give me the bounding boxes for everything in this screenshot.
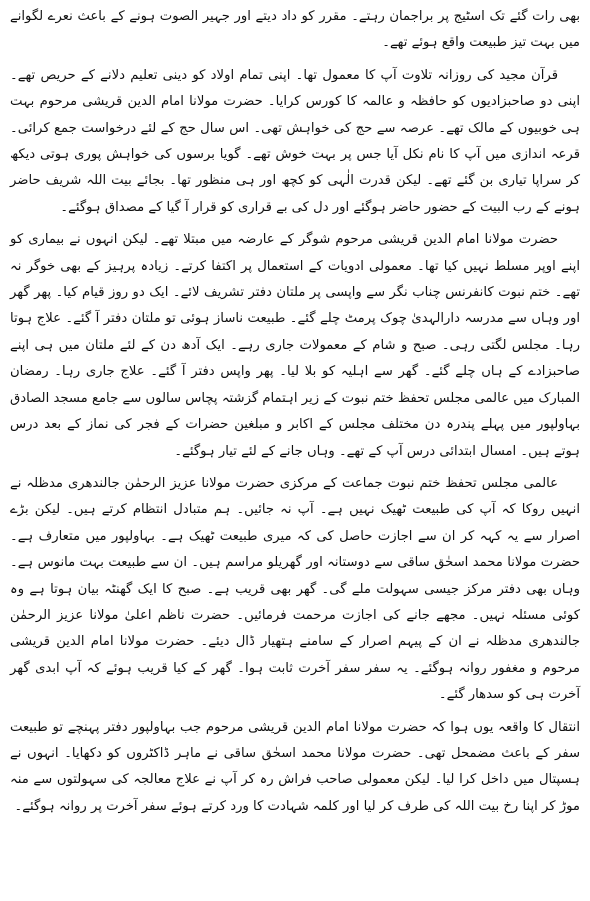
paragraph: حضرت مولانا امام الدین قریشی مرحوم شوگر کے عارضہ میں مبتلا تھے۔ لیکن انہوں نے بیماری کو اپنے اوپر مسلط نہیں کیا تھا۔ معمولی ادویات کے استعمال پر اکتفا کرتے۔ زیادہ پرہیز کے بھی خوگر نہ تھے۔ ختم نبوت کانفرنس چناب نگر سے واپسی پر ملتان دفتر تشریف لائے۔ ایک دو روز قیام کیا۔ پھر گھر اور وہاں سے مدرسہ دارالہدیٰ چوک پرمٹ چلے گئے۔ طبیعت ناساز ہوئی تو ملتان دفتر آ گئے۔ علاج ہوتا رہا۔ مجلس لگتی رہی۔ صبح و شام کے معمولات جاری رہے۔ ایک آدھ دن کے لئے ملتان میں ہی اپنے صاحبزادے کے ہاں چلے گئے۔ گھر سے اہلیہ کو بلا لیا۔ پھر واپس دفتر آ گئے۔ علاج جاری رہا۔ رمضان المبارک میں عالمی مجلس تحفظ ختم نبوت کے زیر اہتمام گزشتہ پچاس سالوں سے جامع مسجد الصادق بہاولپور میں پہلے پندرہ دن مختلف مجلس کے اکابر و مبلغین حضرات کے فجر کی نماز کے بعد درس ہوتے ہیں۔ امسال ابتدائی درس آپ کے تھے۔ وہاں جانے کے لئے تیار ہوگئے۔: [10, 232, 580, 459]
paragraph: انتقال کا واقعہ یوں ہوا کہ حضرت مولانا امام الدین قریشی مرحوم جب بہاولپور دفتر پہنچے تو طبیعت سفر کے باعث مضمحل تھی۔ حضرت مولانا محمد اسحٰق ساقی نے ماہر ڈاکٹروں کو دکھایا۔ انہوں نے ہسپتال میں داخل کرا لیا۔ لیکن معمولی صاحب فراش رہ کر آپ نے علاج معالجہ کی سہولتوں سے منہ موڑ کر اپنا رخ بیت اللہ کی طرف کر لیا اور کلمہ شہادت کا ورد کرتے ہوئے سفر آخرت پر روانہ ہوگئے۔: [10, 719, 580, 814]
paragraph: قرآن مجید کی روزانہ تلاوت آپ کا معمول تھا۔ اپنی تمام اولاد کو دینی تعلیم دلانے کے حریص تھے۔ اپنی دو صاحبزادیوں کو حافظہ و عالمہ کا کورس کرایا۔ حضرت مولانا امام الدین قریشی مرحوم بہت ہی خوبیوں کے مالک تھے۔ عرصہ سے حج کی خواہش تھی۔ اس سال حج کے لئے درخواست جمع کرائی۔ قرعہ اندازی میں آپ کا نام نکل آیا جس پر بہت خوش تھے۔ گویا برسوں کی خواہش پوری ہوتی دیکھ کر سراپا تیاری بن گئے تھے۔ لیکن قدرت الٰہی کو کچھ اور ہی منظور تھا۔ بجائے بیت اللہ شریف حاضر ہونے کے رب البیت کے حضور حاضر ہوگئے اور دل کی بے قراری کو قرار آ گیا کے مصداق ہوگئے۔: [10, 67, 580, 215]
paragraph: بھی رات گئے تک اسٹیج پر براجمان رہتے۔ مقرر کو داد دیتے اور جہیر الصوت ہونے کے باعث نعرے لگوانے میں بہت تیز طبیعت واقع ہوئے تھے۔: [10, 9, 580, 51]
paragraph: عالمی مجلس تحفظ ختم نبوت جماعت کے مرکزی حضرت مولانا عزیز الرحمٰن جالندھری مدظلہ نے انہیں روکا کہ آپ کی طبیعت ٹھیک نہیں ہے۔ آپ نہ جائیں۔ ہم متبادل انتظام کرتے ہیں۔ لیکن بڑے اصرار سے یہ کہہ کر ان سے اجازت حاصل کی کہ میری طبیعت ٹھیک ہے۔ بہاولپور میں متعارف ہے۔ حضرت مولانا محمد اسحٰق ساقی سے دوستانہ اور گھریلو مراسم ہیں۔ ان سے طبیعت بہت مانوس ہے۔ وہاں بھی دفتر مرکز جیسی سہولت ملے گی۔ گھر بھی قریب ہے۔ صبح کا ایک گھنٹہ بیان ہوتا ہے وہ کوئی مسئلہ نہیں۔ مجھے جانے کی اجازت مرحمت فرمائیں۔ حضرت ناظم اعلیٰ مولانا عزیز الرحمٰن جالندھری مدظلہ نے ان کے پیہم اصرار کے سامنے ہتھیار ڈال دیئے۔ حضرت مولانا امام الدین قریشی مرحوم و مغفور روانہ ہوگئے۔ یہ سفر سفر آخرت ثابت ہوا۔ گھر کے کیا قریب ہوئے کہ آپ ابدی گھر آخرت ہی کو سدھار گئے۔: [10, 475, 580, 703]
